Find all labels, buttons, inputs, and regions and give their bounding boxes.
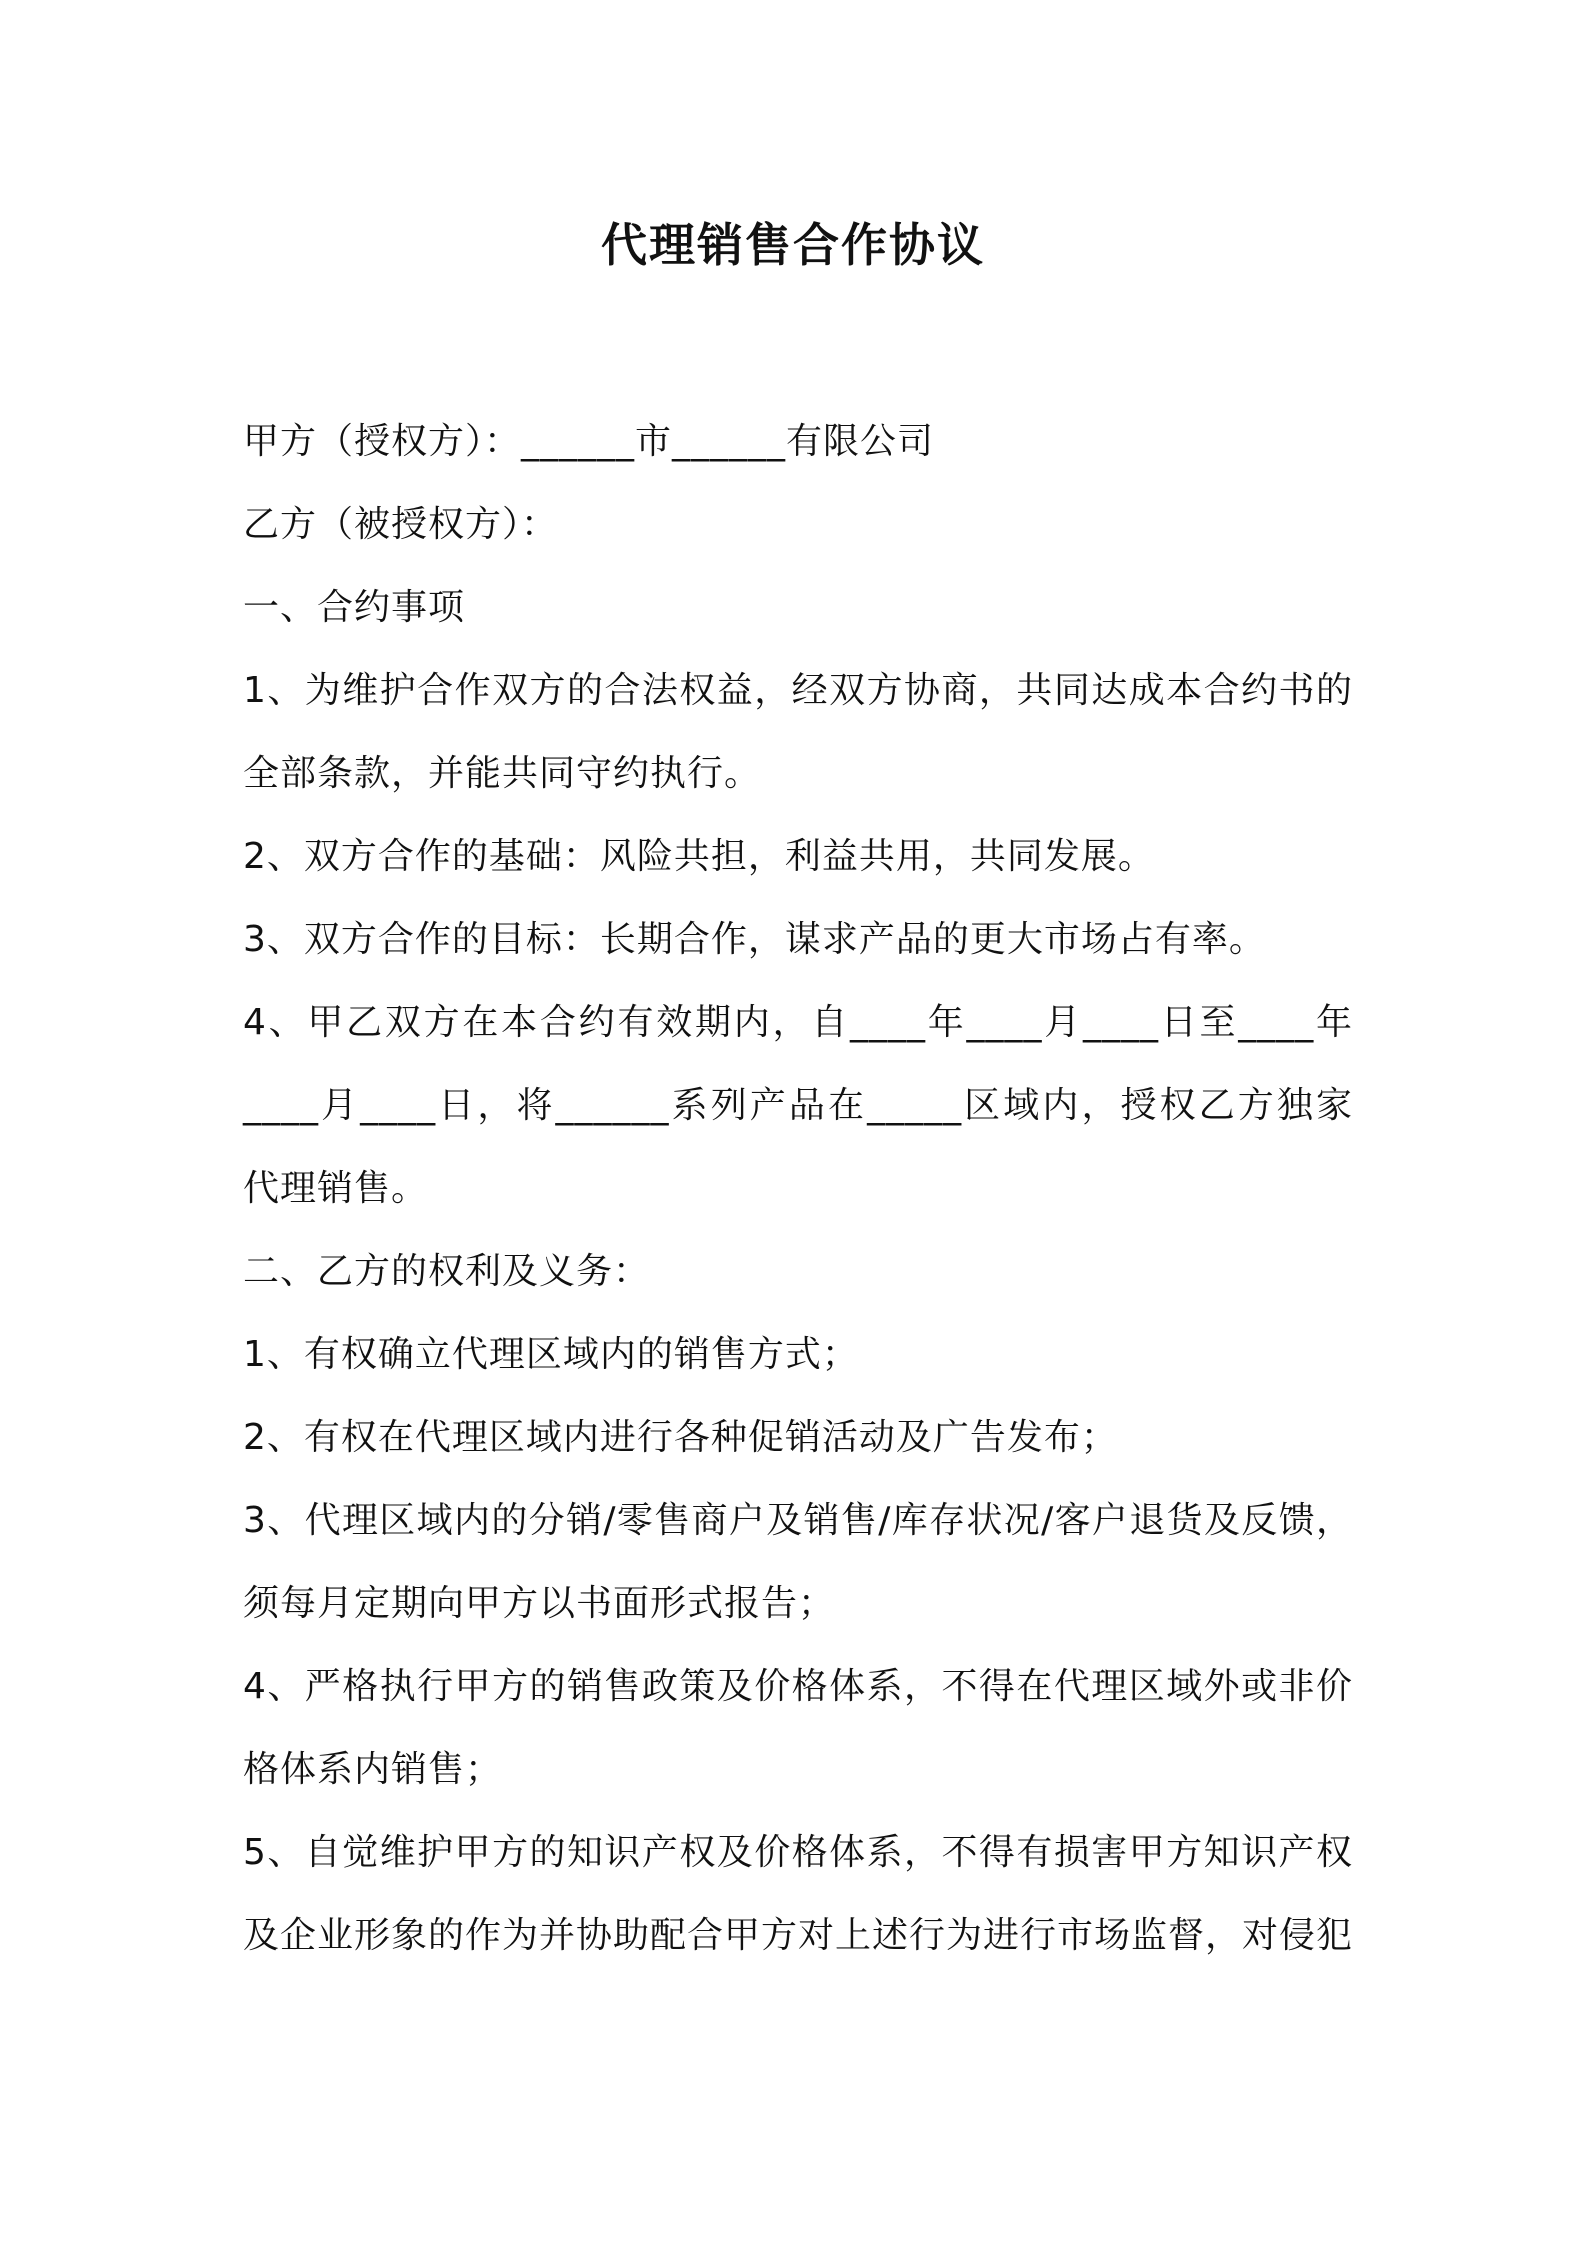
clause-line: 代理销售。 bbox=[243, 1168, 429, 1209]
clause-line: 须每月定期向甲方以书面形式报告； bbox=[243, 1583, 836, 1624]
clause-line: ____月____日，将______系列产品在_____区域内，授权乙方独家 bbox=[243, 1085, 1353, 1126]
party-a-line: 甲方（授权方）：______市______有限公司 bbox=[243, 421, 935, 462]
clause-line: 2、双方合作的基础：风险共担，利益共用，共同发展。 bbox=[243, 836, 1155, 877]
clause-line: 3、代理区域内的分销/零售商户及销售/库存状况/客户退货及反馈， bbox=[243, 1500, 1353, 1541]
clause-line: 4、严格执行甲方的销售政策及价格体系，不得在代理区域外或非价 bbox=[243, 1666, 1353, 1707]
clause-line: 2、有权在代理区域内进行各种促销活动及广告发布； bbox=[243, 1417, 1118, 1458]
section-heading-2: 二、乙方的权利及义务： bbox=[243, 1251, 651, 1292]
clause-line: 5、自觉维护甲方的知识产权及价格体系，不得有损害甲方知识产权 bbox=[243, 1832, 1353, 1873]
clause-line: 全部条款，并能共同守约执行。 bbox=[243, 753, 762, 794]
clause-line: 4、甲乙双方在本合约有效期内，自____年____月____日至____年 bbox=[243, 1002, 1353, 1043]
clause-line: 格体系内销售； bbox=[243, 1749, 503, 1790]
document-body bbox=[243, 400, 1353, 1977]
clause-line: 1、为维护合作双方的合法权益，经双方协商，共同达成本合约书的 bbox=[243, 670, 1353, 711]
party-b-line: 乙方（被授权方）： bbox=[243, 504, 559, 545]
clause-line: 及企业形象的作为并协助配合甲方对上述行为进行市场监督，对侵犯 bbox=[243, 1915, 1354, 1956]
clause-line: 3、双方合作的目标：长期合作，谋求产品的更大市场占有率。 bbox=[243, 919, 1266, 960]
document-title: 代理销售合作协议 bbox=[601, 218, 985, 272]
section-heading-1: 一、合约事项 bbox=[243, 587, 466, 628]
clause-line: 1、有权确立代理区域内的销售方式； bbox=[243, 1334, 859, 1375]
